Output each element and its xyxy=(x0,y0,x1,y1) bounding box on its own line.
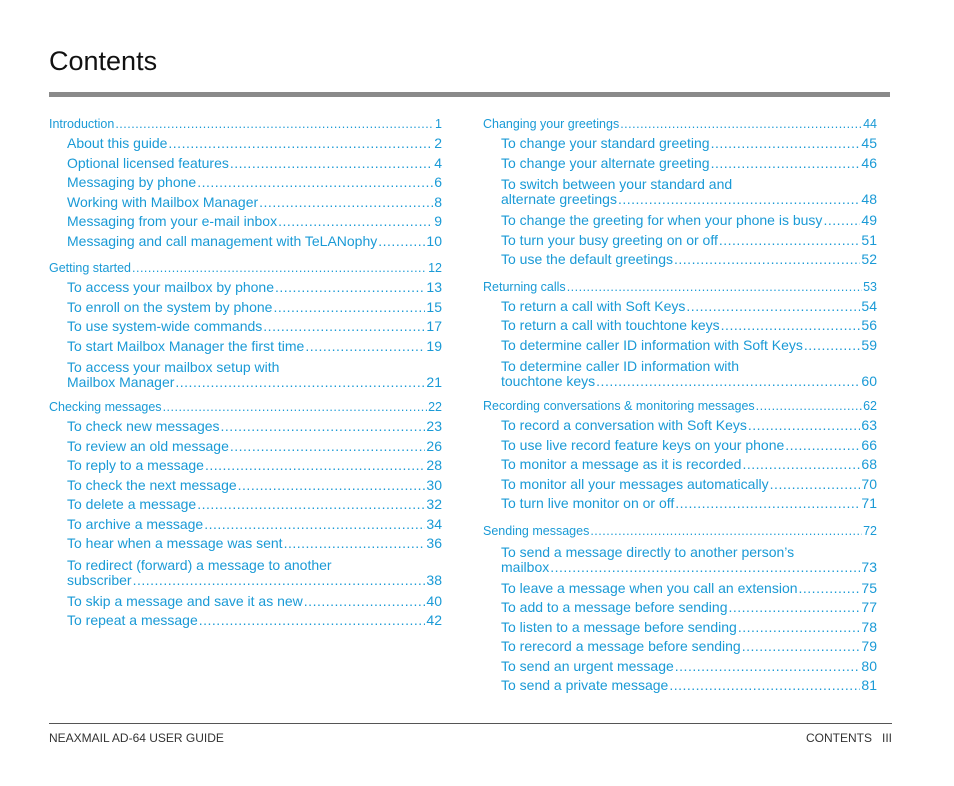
toc-section xyxy=(49,398,442,631)
toc-chapter-entry[interactable] xyxy=(49,398,442,417)
toc-subentry[interactable] xyxy=(501,560,877,575)
toc-entry-label: Optional licensed features xyxy=(67,154,229,171)
toc-entry-page: 53 xyxy=(863,279,877,294)
dot-leader xyxy=(729,598,861,618)
toc-subentry[interactable] xyxy=(501,676,877,696)
toc-chapter-entry[interactable] xyxy=(483,115,877,134)
toc-entry-page: 23 xyxy=(426,418,442,434)
dot-leader xyxy=(230,154,433,174)
toc-entry-label: To use the default greetings xyxy=(501,251,674,267)
toc-entry-page: 62 xyxy=(863,399,877,413)
dot-leader xyxy=(263,317,425,337)
toc-entry-page: 51 xyxy=(861,231,877,248)
toc-entry-page: 79 xyxy=(861,638,877,654)
toc-entry-page: 40 xyxy=(426,592,442,609)
dot-leader xyxy=(168,134,433,154)
toc-entry-label-line1[interactable]: To determine caller ID information with xyxy=(501,358,740,374)
toc-subentry[interactable] xyxy=(67,337,442,357)
dot-leader xyxy=(675,657,861,677)
toc-entry-page: 60 xyxy=(861,373,877,389)
toc-chapter-entry[interactable] xyxy=(483,278,877,297)
toc-subentry[interactable] xyxy=(501,316,877,336)
dot-leader xyxy=(221,417,426,437)
toc-entry-page: 21 xyxy=(426,374,442,390)
footer-section xyxy=(806,731,892,745)
toc-entry-page: 12 xyxy=(428,261,442,275)
toc-entry-label: Changing your greetings xyxy=(483,117,620,131)
toc-subentry[interactable] xyxy=(67,134,442,154)
toc-entry-label: Messaging by phone xyxy=(67,174,197,190)
toc-entry-page: 52 xyxy=(861,251,877,267)
toc-entry-label: alternate greetings xyxy=(501,191,617,207)
toc-subentry[interactable] xyxy=(67,592,442,612)
toc-subentry[interactable] xyxy=(501,374,877,389)
toc-subentry[interactable] xyxy=(501,475,877,495)
toc-entry-page: 2 xyxy=(434,135,442,151)
dot-leader xyxy=(756,397,862,416)
toc-left-column xyxy=(49,115,442,639)
toc-entry-label: To repeat a message xyxy=(67,612,198,628)
toc-entry-page: 49 xyxy=(861,212,877,228)
toc-entry-page: 78 xyxy=(861,618,877,635)
dot-leader xyxy=(115,115,434,134)
toc-subentry[interactable] xyxy=(67,476,442,496)
toc-entry-label: To change your standard greeting xyxy=(501,135,710,151)
toc-entry-label: Messaging from your e-mail inbox xyxy=(67,213,278,229)
toc-entry-label: To send a private message xyxy=(501,677,669,693)
toc-entry-label: To leave a message when you call an extension xyxy=(501,579,798,596)
toc-entry-page: 66 xyxy=(861,436,877,453)
toc-entry-label: To use live record feature keys on your phone xyxy=(501,436,785,453)
toc-subentry[interactable] xyxy=(67,456,442,476)
footer-section-label: CONTENTS xyxy=(805,731,872,745)
toc-entry-page: 45 xyxy=(861,135,877,151)
toc-subentry[interactable] xyxy=(501,436,877,456)
dot-leader xyxy=(804,336,861,356)
toc-entry-page: 59 xyxy=(861,336,877,353)
toc-subentry[interactable] xyxy=(67,515,442,535)
toc-entry-label: Recording conversations & monitoring messages xyxy=(483,399,755,413)
toc-entry-label: To monitor all your messages automatically xyxy=(501,475,769,492)
toc-entry-page: 38 xyxy=(426,571,442,588)
dot-leader xyxy=(738,618,861,638)
page-title: Contents xyxy=(49,46,158,76)
toc-entry-label: To hear when a message was sent xyxy=(67,535,283,551)
toc-entry-label: Checking messages xyxy=(49,400,162,414)
toc-entry-label: To change the greeting for when your phone is busy xyxy=(501,212,823,228)
toc-entry-page: 4 xyxy=(434,154,442,171)
toc-entry-page: 48 xyxy=(861,191,877,207)
toc-right-column xyxy=(483,115,877,704)
toc-entry-label: Introduction xyxy=(49,117,115,131)
toc-section xyxy=(483,522,877,696)
toc-entry-page: 22 xyxy=(428,400,442,414)
toc-entry-label: Getting started xyxy=(49,261,131,275)
toc-section xyxy=(483,397,877,514)
dot-leader xyxy=(238,476,426,496)
toc-entry-label: mailbox xyxy=(501,558,550,575)
toc-subentry[interactable] xyxy=(67,417,442,437)
toc-subentry[interactable] xyxy=(67,375,442,390)
toc-entry-label: Working with Mailbox Manager xyxy=(67,193,259,210)
toc-entry-page: 75 xyxy=(861,579,877,596)
toc-subentry[interactable] xyxy=(67,298,442,318)
toc-subentry[interactable] xyxy=(501,637,877,657)
toc-entry-label: To check the next message xyxy=(67,476,237,493)
toc-entry-page: 54 xyxy=(861,297,877,314)
toc-subentry[interactable] xyxy=(501,618,877,638)
dot-leader xyxy=(675,494,860,514)
title-divider xyxy=(49,92,890,97)
toc-chapter-entry[interactable] xyxy=(49,259,442,278)
dot-leader xyxy=(273,298,425,318)
toc-subentry[interactable] xyxy=(501,211,877,231)
dot-leader xyxy=(711,134,861,154)
toc-entry-label: To listen to a message before sending xyxy=(501,618,737,635)
toc-entry-label: To add to a message before sending xyxy=(501,599,728,615)
dot-leader xyxy=(175,375,425,390)
toc-entry-page: 17 xyxy=(426,318,442,334)
toc-entry-page: 44 xyxy=(863,117,877,131)
toc-subentry[interactable] xyxy=(67,193,442,213)
dot-leader xyxy=(742,637,861,657)
dot-leader xyxy=(278,212,433,232)
toc-entry-page: 10 xyxy=(426,232,442,249)
toc-entry-page: 34 xyxy=(426,515,442,532)
dot-leader xyxy=(132,259,427,278)
dot-leader xyxy=(163,398,428,417)
toc-entry-page: 56 xyxy=(861,317,877,333)
toc-entry-label: To monitor a message as it is recorded xyxy=(501,456,742,472)
toc-entry-page: 73 xyxy=(861,558,877,575)
toc-entry-page: 80 xyxy=(861,657,877,674)
toc-entry-page: 71 xyxy=(861,495,877,511)
toc-entry-page: 13 xyxy=(426,279,442,295)
toc-entry-label-line1[interactable]: To redirect (forward) a message to another xyxy=(67,556,332,573)
toc-entry-page: 36 xyxy=(426,535,442,551)
toc-entry-label: To review an old message xyxy=(67,437,229,454)
toc-entry-page: 15 xyxy=(426,298,442,315)
toc-subentry[interactable] xyxy=(501,336,877,356)
toc-entry-page: 9 xyxy=(434,213,442,229)
dot-leader xyxy=(711,154,861,174)
toc-subentry[interactable] xyxy=(501,192,877,207)
toc-entry-page: 8 xyxy=(434,193,442,210)
toc-entry-page: 1 xyxy=(435,117,442,131)
toc-subentry[interactable] xyxy=(501,598,877,618)
toc-entry-page: 46 xyxy=(861,154,877,171)
toc-entry-page: 77 xyxy=(861,599,877,615)
toc-entry-label: About this guide xyxy=(67,135,168,151)
toc-entry-page: 28 xyxy=(426,457,442,473)
toc-entry-page: 68 xyxy=(861,456,877,472)
toc-subentry[interactable] xyxy=(67,573,442,588)
dot-leader xyxy=(259,193,433,213)
toc-entry-label: To turn your busy greeting on or off xyxy=(501,231,718,248)
toc-entry-label: To archive a message xyxy=(67,515,204,532)
dot-leader xyxy=(197,495,425,515)
footer-divider xyxy=(49,723,892,724)
toc-entry-label: To delete a message xyxy=(67,496,197,512)
toc-subentry[interactable] xyxy=(501,134,877,154)
dot-leader xyxy=(590,522,862,541)
toc-subentry[interactable] xyxy=(501,455,877,475)
toc-subentry[interactable] xyxy=(67,278,442,298)
toc-entry-label-line1[interactable]: To switch between your standard and xyxy=(501,176,733,192)
footer-page-number: III xyxy=(881,731,892,745)
toc-entry-label: To reply to a message xyxy=(67,457,204,473)
dot-leader xyxy=(770,475,861,495)
dot-leader xyxy=(669,676,860,696)
toc-subentry[interactable] xyxy=(67,154,442,174)
toc-section xyxy=(49,259,442,390)
dot-leader xyxy=(205,456,425,476)
toc-entry-page: 6 xyxy=(434,174,442,190)
dot-leader xyxy=(230,437,426,457)
dot-leader xyxy=(567,278,862,297)
dot-leader xyxy=(284,534,426,554)
dot-leader xyxy=(197,173,433,193)
toc-subentry[interactable] xyxy=(67,317,442,337)
toc-chapter-entry[interactable] xyxy=(49,115,442,134)
dot-leader xyxy=(204,515,425,535)
dot-leader xyxy=(133,573,426,588)
toc-entry-label: Sending messages xyxy=(483,523,590,538)
toc-subentry[interactable] xyxy=(501,297,877,317)
toc-subentry[interactable] xyxy=(501,154,877,174)
dot-leader xyxy=(305,337,425,357)
dot-leader xyxy=(550,560,860,575)
toc-entry-page: 30 xyxy=(426,476,442,493)
toc-section xyxy=(483,115,877,270)
toc-entry-label: To record a conversation with Soft Keys xyxy=(501,417,747,433)
toc-section xyxy=(483,278,877,390)
toc-entry-label: To change your alternate greeting xyxy=(501,154,710,171)
dot-leader xyxy=(275,278,425,298)
toc-entry-label: Mailbox Manager xyxy=(67,374,175,390)
dot-leader xyxy=(620,115,862,134)
dot-leader xyxy=(304,592,426,612)
dot-leader xyxy=(742,455,860,475)
toc-entry-page: 81 xyxy=(861,677,877,693)
toc-entry-page: 70 xyxy=(861,475,877,492)
toc-entry-page: 63 xyxy=(861,417,877,433)
toc-entry-label: Returning calls xyxy=(483,279,566,294)
dot-leader xyxy=(674,250,860,270)
toc-entry-label: To use system-wide commands xyxy=(67,318,263,334)
dot-leader xyxy=(748,416,861,436)
dot-leader xyxy=(596,374,860,389)
toc-subentry[interactable] xyxy=(501,231,877,251)
toc-subentry[interactable] xyxy=(67,173,442,193)
toc-entry-page: 19 xyxy=(426,337,442,354)
toc-chapter-entry[interactable] xyxy=(483,522,877,541)
dot-leader xyxy=(785,436,860,456)
footer-guide-title: NEAXMAIL AD-64 USER GUIDE xyxy=(49,731,224,745)
toc-entry-label: To check new messages xyxy=(67,418,220,434)
dot-leader xyxy=(721,316,861,336)
dot-leader xyxy=(378,232,425,252)
toc-subentry[interactable] xyxy=(67,495,442,515)
toc-entry-label: To return a call with Soft Keys xyxy=(501,297,686,314)
toc-entry-label: To enroll on the system by phone xyxy=(67,298,273,315)
toc-subentry[interactable] xyxy=(501,250,877,270)
toc-entry-page: 32 xyxy=(426,496,442,512)
toc-entry-label-line1[interactable]: To access your mailbox setup with xyxy=(67,359,280,375)
dot-leader xyxy=(686,297,860,317)
toc-entry-label: Messaging and call management with TeLANophy xyxy=(67,232,378,249)
toc-subentry[interactable] xyxy=(67,212,442,232)
dot-leader xyxy=(799,579,861,599)
toc-subentry[interactable] xyxy=(501,579,877,599)
toc-entry-label: touchtone keys xyxy=(501,373,596,389)
toc-subentry[interactable] xyxy=(67,437,442,457)
toc-subentry[interactable] xyxy=(67,232,442,252)
toc-entry-label: To skip a message and save it as new xyxy=(67,592,303,609)
toc-entry-label: To rerecord a message before sending xyxy=(501,638,741,654)
dot-leader xyxy=(719,231,861,251)
toc-entry-label: To access your mailbox by phone xyxy=(67,279,274,295)
toc-entry-label: To return a call with touchtone keys xyxy=(501,317,720,333)
toc-subentry[interactable] xyxy=(501,494,877,514)
toc-entry-label: subscriber xyxy=(67,571,132,588)
toc-entry-label: To determine caller ID information with Soft Keys xyxy=(501,336,803,353)
toc-entry-page: 42 xyxy=(426,612,442,628)
toc-entry-page: 72 xyxy=(863,523,877,538)
toc-entry-label: To start Mailbox Manager the first time xyxy=(67,337,305,354)
toc-entry-label-line1[interactable]: To send a message directly to another person’s xyxy=(501,543,795,560)
toc-section xyxy=(49,115,442,251)
toc-entry-label: To send an urgent message xyxy=(501,657,674,674)
dot-leader xyxy=(199,611,426,631)
toc-subentry[interactable] xyxy=(501,416,877,436)
toc-subentry[interactable] xyxy=(67,611,442,631)
toc-subentry[interactable] xyxy=(501,657,877,677)
dot-leader xyxy=(823,211,860,231)
toc-entry-label: To turn live monitor on or off xyxy=(501,495,675,511)
toc-entry-page: 26 xyxy=(426,437,442,454)
dot-leader xyxy=(618,192,860,207)
toc-chapter-entry[interactable] xyxy=(483,397,877,416)
toc-subentry[interactable] xyxy=(67,534,442,554)
